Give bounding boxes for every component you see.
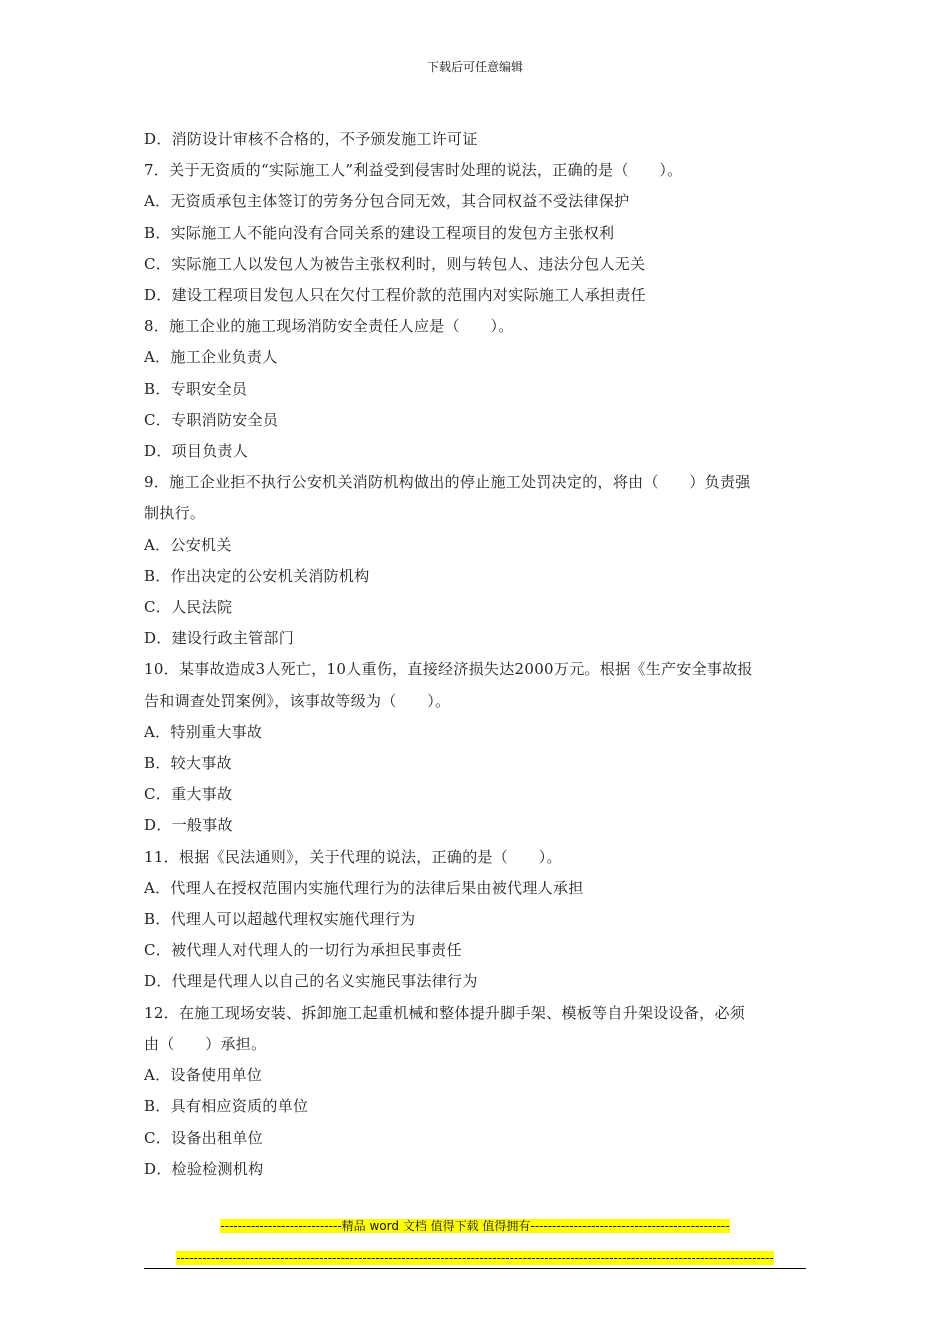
question-8: 8．施工企业的施工现场消防安全责任人应是（ ）。: [144, 317, 514, 336]
option-line: B．具有相应资质的单位: [144, 1097, 309, 1116]
document-body: [144, 124, 812, 1185]
option-line: C．被代理人对代理人的一切行为承担民事责任: [144, 941, 462, 960]
option-line: B．实际施工人不能向没有合同关系的建设工程项目的发包方主张权利: [144, 223, 615, 242]
option-line: D．代理是代理人以自己的名义实施民事法律行为: [144, 972, 478, 991]
question-10: 10．某事故造成3人死亡，10人重伤，直接经济损失达2000万元。根据《生产安全事故报: [144, 660, 753, 679]
option-line: B．代理人可以超越代理权实施代理行为: [144, 910, 416, 929]
option-line: D．建设工程项目发包人只在欠付工程价款的范围内对实际施工人承担责任: [144, 286, 646, 305]
option-line: D．项目负责人: [144, 442, 249, 461]
question-10-continued: 告和调查处罚案例》，该事故等级为（ ）。: [144, 691, 451, 710]
question-7: 7．关于无资质的“实际施工人”利益受到侵害时处理的说法，正确的是（ ）。: [144, 161, 683, 180]
option-line: D．一般事故: [144, 816, 233, 835]
option-line: C．重大事故: [144, 785, 233, 804]
question-9-continued: 制执行。: [144, 504, 206, 523]
option-line: D．检验检测机构: [144, 1159, 264, 1178]
option-line: A．特别重大事故: [144, 722, 263, 741]
option-line: A．设备使用单位: [144, 1066, 263, 1085]
option-line: C．设备出租单位: [144, 1128, 263, 1147]
option-line: B．较大事故: [144, 754, 232, 773]
text-line: D．消防设计审核不合格的，不予颁发施工许可证: [144, 130, 478, 148]
footer-banner: [0, 1218, 950, 1234]
question-9: 9．施工企业拒不执行公安机关消防机构做出的停止施工处罚决定的，将由（ ）负责强: [144, 473, 751, 492]
option-line: C．人民法院: [144, 598, 233, 617]
question-12-continued: 由（ ）承担。: [144, 1034, 267, 1053]
option-line: C．专职消防安全员: [144, 410, 279, 429]
option-line: A．施工企业负责人: [144, 348, 278, 367]
footer-banner-text: ----------------------------精品 word 文档 值得下载 值得拥有----------------------------------------------: [220, 1219, 730, 1233]
question-11: 11．根据《民法通则》，关于代理的说法，正确的是（ ）。: [144, 847, 562, 866]
question-12: 12．在施工现场安装、拆卸施工起重机械和整体提升脚手架、模板等自升架设设备，必须: [144, 1003, 746, 1022]
footer-dash-line: [0, 1250, 950, 1266]
page-header: 下载后可任意编辑: [426, 60, 523, 74]
option-line: A．无资质承包主体签订的劳务分包合同无效，其合同权益不受法律保护: [144, 192, 630, 211]
option-line: B．作出决定的公安机关消防机构: [144, 566, 370, 585]
option-line: B．专职安全员: [144, 379, 248, 398]
option-line: A．代理人在授权范围内实施代理行为的法律后果由被代理人承担: [144, 878, 584, 897]
footer-dash-text: ------------------------------------------------------------------------------------------------------------------------------------------: [176, 1251, 774, 1265]
footer-rule: [144, 1268, 806, 1269]
option-line: C．实际施工人以发包人为被告主张权利时，则与转包人、违法分包人无关: [144, 254, 646, 273]
option-line: D．建设行政主管部门: [144, 629, 295, 648]
option-line: A．公安机关: [144, 535, 232, 554]
